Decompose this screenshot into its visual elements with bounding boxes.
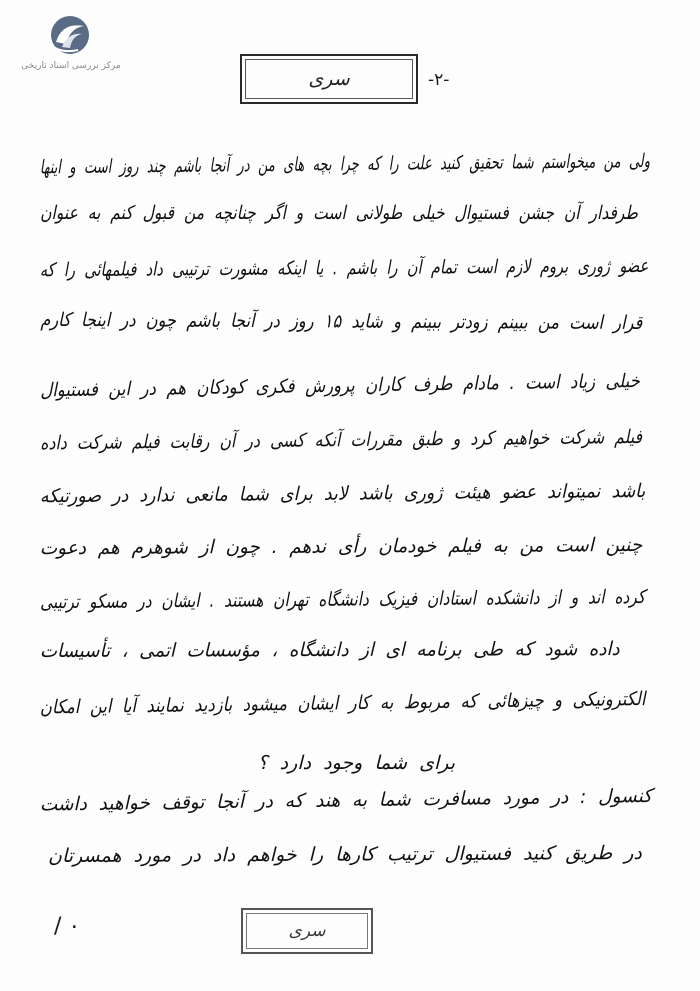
handwritten-line: باشد نمیتواند عضو هیئت ژوری باشد لابد برای شما مانعی ندارد در صورتیکه <box>39 480 646 508</box>
handwritten-line: چنین است من به فیلم خودمان رأی ندهم . چون از شوهرم هم دعوت <box>39 534 643 560</box>
handwritten-line: ولی من میخواستم شما تحقیق کنید علت را که چرا بچه های من در آنجا باشم چند روز است و اینها <box>39 150 651 179</box>
page-number: -۲- <box>428 70 450 90</box>
logo-caption: مرکز بررسی اسناد تاریخی <box>21 61 121 71</box>
classification-label-bottom: سری <box>288 921 326 941</box>
handwritten-line: کنسول : در مورد مسافرت شما به هند که در آنجا توقف خواهید داشت <box>39 785 653 816</box>
handwritten-line: خیلی زیاد است . مادام طرف کاران پرورش فکری کودکان هم در این فستیوال <box>40 370 641 402</box>
archive-logo-icon <box>40 14 96 60</box>
handwritten-line: قرار است من ببینم زودتر ببینم و شاید ۱۵ روز در آنجا باشم چون در اینجا کارم <box>40 308 643 334</box>
classification-stamp-bottom <box>241 908 373 954</box>
classification-stamp-top <box>240 54 418 104</box>
handwritten-line: فیلم شرکت خواهیم کرد و طبق مقررات آنکه کسی در آن رقابت فیلم شرکت داده <box>39 426 643 455</box>
handwritten-line: کرده اند و از دانشکده استادان فیزیک دانشگاه تهران هستند . ایشان در مسکو ترتیبی <box>39 586 646 614</box>
handwritten-mark: / ٠ <box>54 914 81 939</box>
handwritten-line: عضو ژوری بروم لازم است تمام آن را باشم . یا اینکه مشورت ترتیبی داد فیلمهائی را که <box>39 255 649 282</box>
handwritten-line: الکترونیکی و چیزهائی که مربوط به کار ایشان میشود بازدید نمایند آیا این امکان <box>39 688 646 719</box>
handwritten-line: طرفدار آن جشن فستیوال خیلی طولانی است و اگر چنانچه من قبول کنم به عنوان <box>40 202 638 224</box>
handwritten-line: برای شما وجود دارد ؟ <box>257 752 455 774</box>
handwritten-line: داده شود که طی برنامه ای از دانشگاه ، مؤسسات اتمی ، تأسیسات <box>40 638 621 663</box>
handwritten-line: در طریق کنید فستیوال ترتیب کارها را خواهم داد در مورد همسرتان <box>48 842 643 868</box>
classification-label-top: سری <box>308 68 350 90</box>
